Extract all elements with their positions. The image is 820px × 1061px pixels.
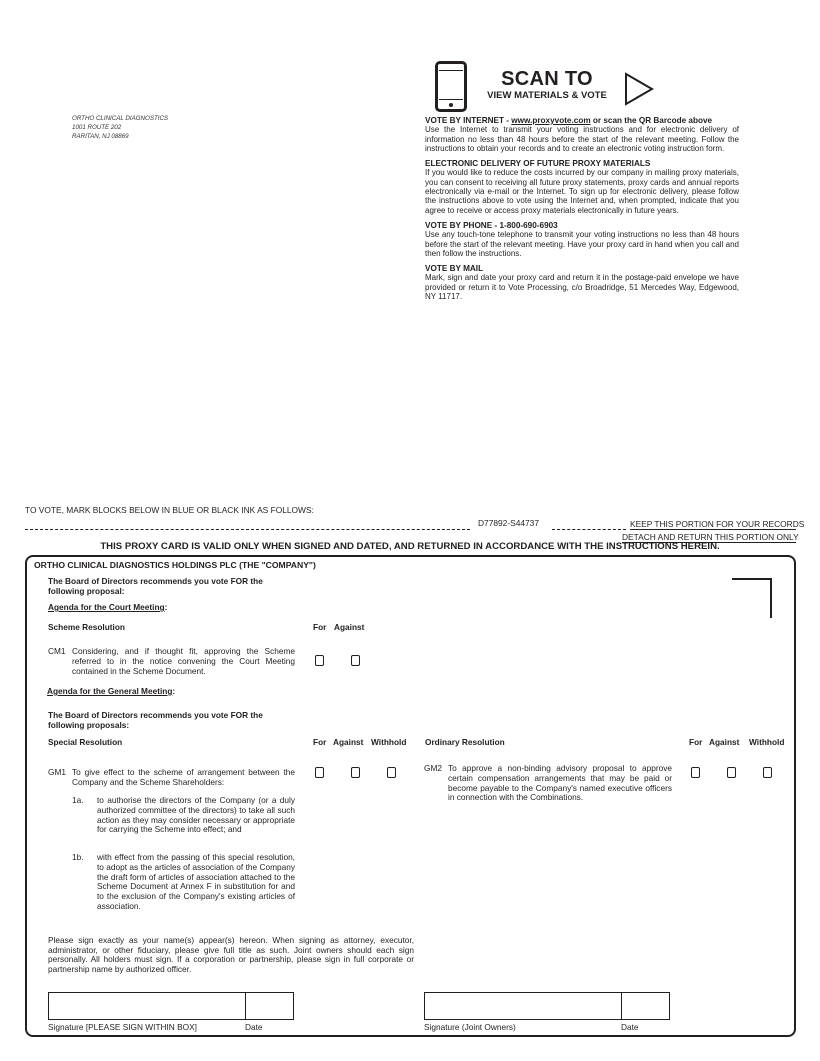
vote-internet-suffix: or scan the QR Barcode above xyxy=(590,116,713,125)
signing-instructions: Please sign exactly as your name(s) appear(s) hereon. When signing as attorney, executor, administrator, or other fiduciary, please give full title as such. Joint owners should each sign personally. All holders must sign. If a corporation or partnership, please sign in full corporate or partnership name by authorized officer. xyxy=(48,935,414,974)
column-for: For xyxy=(689,737,703,747)
board-recommendation-plural: The Board of Directors recommends you vote FOR the following proposals: xyxy=(48,710,263,730)
smartphone-icon xyxy=(435,61,467,112)
vote-phone-heading: VOTE BY PHONE - 1-800-690-6903 xyxy=(425,220,558,230)
signature-label: Signature [PLEASE SIGN WITHIN BOX] xyxy=(48,1022,197,1032)
proposal-gm1a xyxy=(72,796,295,835)
detach-line xyxy=(25,529,470,530)
sub-proposal-label: 1a. xyxy=(72,795,84,805)
proposal-number: CM1 xyxy=(48,646,66,656)
electronic-delivery-body: If you would like to reduce the costs incurred by our company in mailing proxy materials, you can consent to receiving all future proxy statements, proxy cards and annual reports electronically via e-mail or the Internet. To sign up for electronic delivery, please follow the instructions above to vote using the Internet and, when prompted, indicate that you agree to receive or access proxy materials electronically in future years. xyxy=(425,168,739,215)
vote-internet-heading xyxy=(425,116,739,125)
vote-mail-body: Mark, sign and date your proxy card and return it in the postage-paid envelope we have provided or return it to Vote Processing, c/o Broadridge, 51 Mercedes Way, Edgewood, NY 11717. xyxy=(425,273,739,302)
play-arrow-icon xyxy=(624,72,654,106)
electronic-delivery-heading: ELECTRONIC DELIVERY OF FUTURE PROXY MATERIALS xyxy=(425,159,651,169)
scheme-resolution-heading: Scheme Resolution xyxy=(48,622,125,632)
agenda-court-heading xyxy=(48,603,167,613)
gm1-for-checkbox[interactable] xyxy=(315,767,324,778)
proposal-number: GM2 xyxy=(424,763,442,773)
cm1-against-checkbox[interactable] xyxy=(351,655,360,666)
vote-mail-heading: VOTE BY MAIL xyxy=(425,264,484,274)
ink-instruction: TO VOTE, MARK BLOCKS BELOW IN BLUE OR BLACK INK AS FOLLOWS: xyxy=(25,505,314,515)
special-resolution-heading: Special Resolution xyxy=(48,737,123,747)
agenda-court-label: Agenda for the Court Meeting xyxy=(48,602,165,612)
address-line-2: 1001 ROUTE 202 xyxy=(72,124,122,131)
column-against: Against xyxy=(709,737,740,747)
gm1-withhold-checkbox[interactable] xyxy=(387,767,396,778)
joint-date-label: Date xyxy=(621,1022,639,1032)
control-number: D77892-S44737 xyxy=(478,518,540,528)
vote-phone-body: Use any touch-tone telephone to transmit your voting instructions no less than 48 hours before the start of the relevant meeting. Have your proxy card in hand when you call and then follow the instructions. xyxy=(425,230,739,258)
column-for: For xyxy=(313,622,327,632)
detach-portion-label: DETACH AND RETURN THIS PORTION ONLY xyxy=(622,532,799,542)
vote-internet-body: Use the Internet to transmit your voting instructions and for electronic delivery of information no less than 48 hours before the start of the relevant meeting. Follow the instructions to obtain your records and to create an electronic voting instruction form. xyxy=(425,125,739,153)
sub-proposal-text: with effect from the passing of this special resolution, to adopt as the articles of association of the Company the draft form of articles of association attached to the Scheme Document at Annex F in substitution for and to the exclusion of the Company's existing articles of association. xyxy=(97,852,295,911)
scan-subtitle: VIEW MATERIALS & VOTE xyxy=(487,90,607,101)
vote-mail-section xyxy=(425,264,739,301)
proposal-gm2 xyxy=(424,764,672,803)
proposal-gm1b xyxy=(72,853,295,912)
board-recommendation-single: The Board of Directors recommends you vote FOR the following proposal: xyxy=(48,576,263,596)
address-line-1: ORTHO CLINICAL DIAGNOSTICS xyxy=(72,115,169,122)
proposal-gm1 xyxy=(48,768,295,788)
keep-portion-label: KEEP THIS PORTION FOR YOUR RECORDS xyxy=(630,519,805,529)
vote-internet-prefix: VOTE BY INTERNET - xyxy=(425,116,512,125)
proxyvote-link[interactable]: www.proxyvote.com xyxy=(511,116,591,125)
joint-signature-box[interactable] xyxy=(424,992,622,1020)
signature-box[interactable] xyxy=(48,992,246,1020)
company-name: ORTHO CLINICAL DIAGNOSTICS HOLDINGS PLC (THE "COMPANY") xyxy=(34,560,316,570)
joint-signature-label: Signature (Joint Owners) xyxy=(424,1022,516,1032)
registration-corner-mark xyxy=(732,578,772,618)
column-against: Against xyxy=(334,622,365,632)
sub-proposal-label: 1b. xyxy=(72,852,84,862)
divider xyxy=(630,529,796,530)
column-against: Against xyxy=(333,737,364,747)
scan-to-view-banner xyxy=(477,68,617,101)
column-for: For xyxy=(313,737,327,747)
gm1-against-checkbox[interactable] xyxy=(351,767,360,778)
detach-line xyxy=(552,529,626,530)
joint-date-box[interactable] xyxy=(621,992,670,1020)
gm2-against-checkbox[interactable] xyxy=(727,767,736,778)
electronic-delivery-section xyxy=(425,159,739,215)
gm2-for-checkbox[interactable] xyxy=(691,767,700,778)
agenda-court-colon: : xyxy=(164,602,168,612)
agenda-general-colon: : xyxy=(172,686,176,696)
validity-notice: THIS PROXY CARD IS VALID ONLY WHEN SIGNED AND DATED, AND RETURNED IN ACCORDANCE WITH THE INSTRUCTIONS HEREIN. xyxy=(100,541,720,552)
proposal-cm1 xyxy=(48,647,295,676)
date-box[interactable] xyxy=(245,992,294,1020)
ordinary-resolution-heading: Ordinary Resolution xyxy=(425,737,505,747)
vote-internet-section xyxy=(425,116,739,153)
proposal-text: To approve a non-binding advisory proposal to approve certain compensation arrangements that may be paid or become payable to the Company's named executive officers in connection with the Combinations. xyxy=(448,763,672,803)
proposal-number: GM1 xyxy=(48,767,66,777)
date-label: Date xyxy=(245,1022,263,1032)
vote-phone-section xyxy=(425,221,739,258)
voting-instructions xyxy=(425,116,739,307)
cm1-for-checkbox[interactable] xyxy=(315,655,324,666)
scan-title: SCAN TO xyxy=(501,68,593,90)
proposal-text: Considering, and if thought fit, approving the Scheme referred to in the notice convening the Court Meeting contained in the Scheme Document. xyxy=(72,646,295,676)
address-line-3: RARITAN, NJ 08869 xyxy=(72,133,129,140)
mailing-address xyxy=(72,114,168,141)
proposal-text: To give effect to the scheme of arrangement between the Company and the Scheme Shareholders: xyxy=(72,767,295,787)
agenda-general-heading xyxy=(47,687,175,697)
column-withhold: Withhold xyxy=(371,737,407,747)
agenda-general-label: Agenda for the General Meeting xyxy=(47,686,173,696)
column-withhold: Withhold xyxy=(749,737,785,747)
sub-proposal-text: to authorise the directors of the Company (or a duly authorized committee of the directors) to take all such action as they may consider necessary or appropriate for carrying the Scheme into effect; and xyxy=(97,795,295,835)
gm2-withhold-checkbox[interactable] xyxy=(763,767,772,778)
